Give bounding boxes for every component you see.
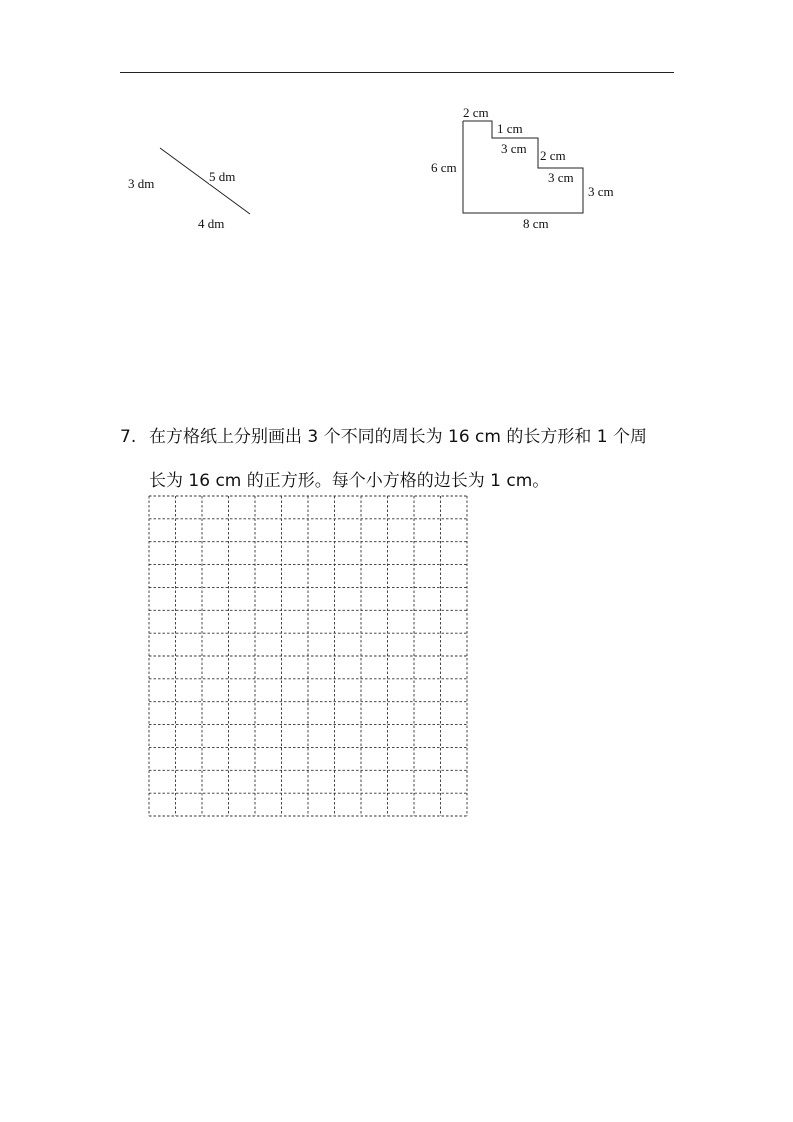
figure-right-label-step1-h: 1 cm: [497, 121, 523, 136]
figure-left-label-c: 4 dm: [198, 216, 225, 231]
figure-right-diagram: [0, 0, 793, 260]
figure-right-label-step2-v: 3 cm: [548, 170, 574, 185]
stepped-polygon: [463, 121, 583, 213]
figure-left-label-a: 3 dm: [128, 176, 155, 191]
figure-right-label-right: 3 cm: [588, 184, 614, 199]
question-text-2: 长为 16 cm 的正方形。每个小方格的边长为 1 cm。: [149, 471, 550, 491]
figure-right-label-left: 6 cm: [431, 160, 457, 175]
grid-paper[interactable]: [148, 495, 470, 818]
figure-right-label-bottom: 8 cm: [523, 216, 549, 231]
figure-right-label-step1-v: 3 cm: [501, 141, 527, 156]
question-line-1: [120, 415, 690, 459]
question-text-1: 在方格纸上分别画出 3 个不同的周长为 16 cm 的长方形和 1 个周: [149, 427, 647, 447]
question-7: [120, 415, 690, 503]
figure-right-label-step2-h: 2 cm: [540, 148, 566, 163]
question-number: 7.: [120, 427, 137, 447]
figure-right-label-top: 2 cm: [463, 105, 489, 120]
figure-left-label-b: 5 dm: [209, 169, 236, 184]
